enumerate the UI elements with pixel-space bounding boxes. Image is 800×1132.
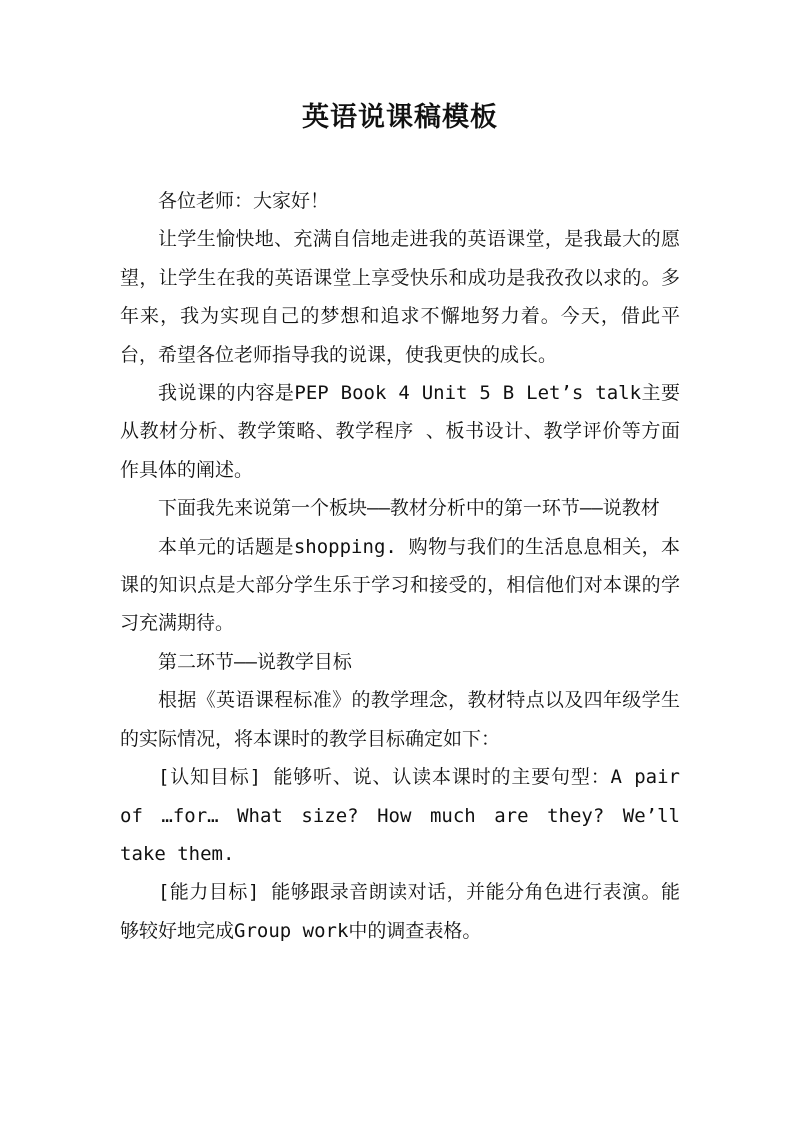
- paragraph-objectives-intro: 根据《英语课程标准》的教学理念，教材特点以及四年级学生的实际情况，将本课时的教学目标确定如下：: [120, 689, 680, 750]
- paragraph-topic: 本单元的话题是shopping. 购物与我们的生活息息相关，本课的知识点是大部分学生乐于学习和接受的，相信他们对本课的学习充满期待。: [120, 535, 680, 635]
- paragraph-section-one-heading: 下面我先来说第一个板块——教材分析中的第一环节——说教材: [158, 497, 660, 520]
- document-title: 英语说课稿模板: [302, 102, 498, 133]
- paragraph-greeting: 各位老师：大家好！: [158, 190, 330, 212]
- paragraph-cognitive-objective: [认知目标] 能够听、说、认读本课时的主要句型：A pair of …for… What size? How much are they? We’ll take them.: [120, 766, 680, 865]
- document-body: [120, 182, 680, 950]
- paragraph-introduction: 让学生愉快地、充满自信地走进我的英语课堂，是我最大的愿望，让学生在我的英语课堂上享受快乐和成功是我孜孜以求的。多年来，我为实现自己的梦想和追求不懈地努力着。今天，借此平台，希望各位老师指导我的说课，使我更快的成长。: [120, 228, 680, 366]
- paragraph-ability-objective: [能力目标] 能够跟录音朗读对话，并能分角色进行表演。能够较好地完成Group work中的调查表格。: [120, 881, 680, 942]
- paragraph-section-two-heading: 第二环节——说教学目标: [158, 650, 352, 673]
- paragraph-lesson-content: 我说课的内容是PEP Book 4 Unit 5 B Let’s talk主要从教材分析、教学策略、教学程序 、板书设计、教学评价等方面作具体的阐述。: [120, 382, 680, 481]
